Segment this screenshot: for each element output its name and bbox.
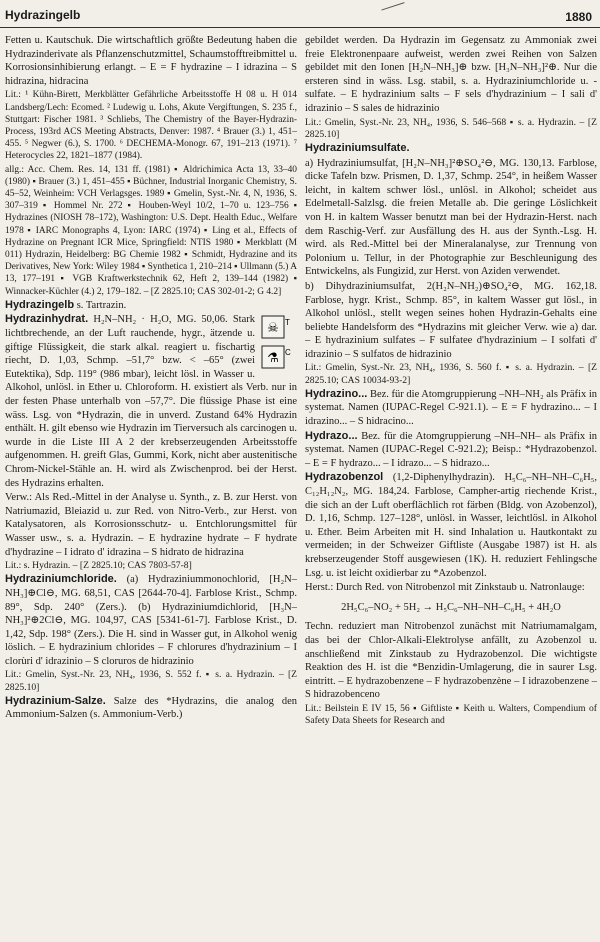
running-head: Hydrazingelb: [5, 8, 81, 22]
entry-headword: Hydraziniumchloride.: [5, 573, 117, 586]
page-number: 1880: [565, 10, 592, 24]
entry-headword: Hydrazo...: [305, 429, 358, 442]
body-paragraph: [305, 157, 597, 279]
svg-text:☠: ☠: [267, 321, 279, 337]
entry-text: Herst.: Durch Red. von Nitrobenzol mit Zinkstaub u. Natronlauge:: [305, 582, 585, 594]
literature-note: [5, 669, 297, 693]
entry-headword: Hydraziniumsulfate.: [305, 141, 410, 154]
entry-text: s. Tartrazin.: [74, 299, 127, 311]
entry-text: allg.: Acc. Chem. Res. 14, 131 ff. (1981) ▪ Aldrichimica Acta 13, 33–40 (1980) ▪ Brauer (3.) 1, 451–455 ▪ Büchner, Industrial Inorganic Chemistry, S. 45–52, Weinheim: VCH Verlagsges. 1989 ▪ Gmelin, Syst.-Nr. 4, N, 1936, S. 307–319 ▪ Hommel Nr. 272 ▪ Houben-Weyl 10/2, 1–70 u. 123–756 ▪ Hydrazines (NIOSH 78–172), Washington: U.S. Dept. Health Educ., Welfare 1978 ▪ IARC Monographs 4, Lyon: IARC (1974) ▪ Ling et al., Effects of Hydrazine on Pregnant ICR Mice, Springfield: NTIS 1980 ▪ Merkblatt (M 011) Hydrazin, Heidelberg: BG Chemie 1982 ▪ Schmidt, Hydrazine and its Derivatives, New York: Wiley 1984 ▪ Synthetica 1, 210–214 ▪ Ullmann (5.) A 13, 177–191 ▪ VGB Kraftwerkstechnik 62, Heft 2, 139–144 (1982) ▪ Winnacker-Küchler (4.) 2, 179–182. – [Z 2825.10; CAS 302-01-2; G 4.2]: [5, 164, 297, 297]
svg-text:⚗: ⚗: [267, 351, 279, 367]
dictionary-entry: [305, 430, 597, 471]
dictionary-entry: [5, 695, 297, 722]
entry-text: Lit.: Gmelin, Syst.-Nr. 23, NH₄, 1936, S. 546–568 ▪ s. a. Hydrazin. – [Z 2825.10]: [305, 116, 597, 140]
literature-note: [305, 703, 597, 727]
entry-text: a) Hydraziniumsulfat, [H₂N–NH₃]²⊕SO₄²⊖, MG. 130,13. Farblose, dicke Tafeln bzw. Prismen, D. 1,37, Schmp. 254°, in heißem Wasser leicht, in kaltem schwer lösl., unlösl. in Alkohol; scheidet aus Edelmetall-Salzlsg. die freien Metalle ab. Die geringe Löslichkeit von H. in kaltem Wasser benutzt man bei der Hydrazin-Herst. nach dem Raschig-Verf. zur Ausfällung des H. aus der Synth.-Lsg. H. wird. als Red.-Mittel bei der Mineralanalyse, zur Trennung von Polonium u. Tellur, in der Photographie zur Beschleunigung des Entwickelns, als Fungizid, zur Herst. von Aziden verwendet.: [305, 157, 597, 278]
corrosive-hazard-icon: [261, 345, 291, 375]
entry-text: Lit.: Gmelin, Syst.-Nr. 23, NH₄, 1936, S. 560 f. ▪ s. a. Hydrazin. – [Z 2825.10; CAS 10034-93-2]: [305, 362, 597, 386]
dictionary-entry: [305, 471, 597, 580]
entry-text: b) Dihydraziniumsulfat, 2(H₂N–NH₂)⊕SO₄²⊖, MG. 162,18. Farblose, hygr. Krist., Schmp. 85°, in kaltem Wasser gut lösl., in Alkohol unlösl., stellt wegen seines hohen Hydrazin-Gehalts eine beliebte Handelsform des *Hydrazins mit gleicher Verw. wie a) dar. – E hydrazinium sulfates – F sulfatee d'hydrazinium – I solfati d' idrazinio – S sulfatos de hidrazinio: [305, 280, 597, 360]
toxic-hazard-letter: T: [285, 318, 290, 328]
dictionary-entry: [5, 313, 297, 490]
entry-text: H₂N–NH₂ · H₂O, MG. 50,06. Stark lichtbrechende, an der Luft rauchende, hygr., ätzende u. giftige Flüssigkeit, die stark alkal. reagiert u. fischartig riecht, D. 1,03, Schmp. –51,7° bzw. < –65° (zwei Eutektika), Sdp. 119° (986 mbar), leicht lösl. in Wasser u. Alkohol, unlösl. in Ether u. Chloroform. H. existiert als Verb. nur in der festen Phase unterhalb von –57,7°. Die flüssige Phase ist eine wäss. Lsg. von *Hydrazin, die in unverd. Zustand 64% Hydrazin enthält. H. gilt ebenso wie Hydrazin im Tierversuch als carcinogen u. wurde in die Liste III A 2 der krebserzeugenden Arbeitsstoffe aufgenommen. H. greift Glas, Gummi, Kork, nicht aber austenitische Chrom-Nickel-Stähle an. H. wird als Zwischenprod. bei der Herst. des Hydrazins erhalten.: [5, 314, 297, 489]
page-header: [0, 0, 600, 28]
body-paragraph: [305, 280, 597, 362]
corrosive-hazard-letter: C: [285, 348, 291, 358]
reaction-equation: [305, 601, 597, 615]
entry-text: Verw.: Als Red.-Mittel in der Analyse u. Synth., z. B. zur Herst. von Natriumazid, Bleiazid u. zur Red. von Nitro-Verb., zur Herst. von Katalysatoren, als Korrosionsschutz- u. Entchlorungsmittel für Wasser usw., s. a. Hydrazin. – E hydrazine hydrate – F hydrate d'hydrazine – I idrato d' idrazina – S hidrato de hidrazina: [5, 492, 297, 558]
reference-list: [5, 89, 297, 162]
literature-note: [305, 117, 597, 141]
entry-text: Lit.: Gmelin, Syst.-Nr. 23, NH₄, 1936, S. 552 f. ▪ s. a. Hydrazin. – [Z 2825.10]: [5, 669, 297, 693]
body-paragraph: [305, 581, 597, 595]
literature-note: [305, 362, 597, 386]
entry-text: 2H₅C₆–NO₂ + 5H₂ → H₅C₆–NH–NH–C₆H₅ + 4H₂O: [341, 601, 561, 613]
left-column: [5, 34, 297, 938]
dictionary-entry: [305, 388, 597, 429]
dictionary-entry: [305, 142, 597, 156]
toxic-hazard-icon: [261, 315, 291, 345]
entry-headword: Hydrazinhydrat.: [5, 313, 89, 326]
entry-headword: Hydrazino...: [305, 387, 368, 400]
entry-headword: Hydrazobenzol: [305, 471, 384, 484]
entry-headword: Hydrazingelb: [5, 298, 75, 311]
entry-text: Salze des *Hydrazins, die analog den Ammonium-Salzen (s. Ammonium-Verb.): [5, 695, 297, 721]
entry-text: (a) Hydraziniummonochlorid, [H₂N–NH₃]⊕Cl⊖, MG. 68,51, CAS [2644-70-4]. Farblose Krist., Schmp. 89°, Sdp. 240° (Zers.). (b) Hydraziniumdichlorid, [H₃N–NH₃]²⊕2Cl⊖, MG. 104,97, CAS [5341-61-7]. Farblose Krist., D. 1,42, Sdp. 198° (Zers.). Die H. sind in Wasser gut, in Alkohol wenig löslich. – E hydrazinium chlorides – F chlorures d'hydrazinium – I clorùri d' idrazinio – S cloruros de hidrazinio: [5, 574, 297, 667]
body-paragraph: [305, 620, 597, 702]
header-rule: [0, 27, 600, 28]
dictionary-entry: [5, 573, 297, 668]
entry-text: (1,2-Diphenylhydrazin). H₅C₆–NH–NH–C₆H₅, C₁₂H₁₂N₂, MG. 184,24. Farblose, Campher-artig riechende Krist., die sich an der Luft oberflächlich rot färben (Bldg. von Azobenzol), D. 1,16, Schmp. 127–128°, unlösl. in Wasser, leichtlösl. in Alkohol u. Ether. Beim Arbeiten mit H. sind Inhalation u. Hautkontakt zu vermeiden; in der Schweizer Giftliste (Ausgabe 1987) ist H. als krebserzeugender Stoff ausgewiesen (1K). H. reduziert Fehlingsche Lsg. u. ist leicht oxidierbar zu *Azobenzol.: [305, 472, 597, 579]
entry-text: gebildet werden. Da Hydrazin im Gegensatz zu Ammoniak zwei freie Elektronenpaare aufweist, werden zwei Reihen von Salzen gebildet mit den Ionen [H₂N–NH₃]⊕ bzw. [H₃N–NH₃]²⊕. Nur die ersteren sind in wäss. Lsg. stabil, s. a. Hydraziniumchloride u. -sulfate. – E hydrazinium salts – F sels d'hydrazinium – I sali d' idrazinio – S sales de hidrazinio: [305, 35, 597, 114]
body-paragraph: [305, 34, 597, 116]
body-paragraph: [5, 34, 297, 88]
right-column: [305, 34, 597, 938]
entry-text: Bez. für die Atomgruppierung –NH–NH– als Präfix in systemat. Namen (IUPAC-Regel C-921.2); Beisp.: *Hydrazobenzol. – E = F hydrazo... – I idrazo... – S hidrazo...: [305, 430, 597, 469]
entry-text: Fetten u. Kautschuk. Die wirtschaftlich größte Bedeutung haben die Hydrazinderivate als Pflanzenschutzmittel, Schaumstofftreibmittel u. Korrosionsinhibierung erlangt. – E = F hydrazine – I idrazina – S hidrazina, hidracina: [5, 35, 297, 87]
entry-text: Lit.: s. Hydrazin. – [Z 2825.10; CAS 7803-57-8]: [5, 560, 192, 572]
entry-headword: Hydrazinium-Salze.: [5, 694, 106, 707]
hazard-symbols: [261, 315, 297, 375]
reference-list: [5, 164, 297, 298]
pencil-mark: [380, 0, 405, 11]
entry-text: Lit.: ¹ Kühn-Birett, Merkblätter Gefährliche Arbeitsstoffe H 08 u. H 014 Landsberg/Lech: Ecomed. ² Ludewig u. Lohs, Akute Vergiftungen, S. 235 f., Stuttgart: Fischer 1981. ³ Schliebs, The Chemistry of the Bayer-Hydrazin-Process, 193rd ACS Meeting Abstracts, Denver: 1987. ⁴ Brauer (3.) 1, 451–455. ⁵ Negwer (6.), S. 1700. ⁶ DECHEMA-Monogr. 67, 191–213 (1971). ⁷ Heterocycles 22, 1821–1877 (1984).: [5, 90, 297, 162]
literature-note: [5, 560, 297, 572]
entry-text: Bez. für die Atomgruppierung –NH–NH₂ als Präfix in systemat. Namen (IUPAC-Regel C-921.1). – E = F hydrazino... – I idrazino... – S hidracino...: [305, 388, 597, 428]
body-paragraph: [5, 491, 297, 559]
entry-text: Techn. reduziert man Nitrobenzol zunächst mit Natriumamalgam, das bei der Chlor-Alkali-Elektrolyse anfällt, zu Azobenzol u. anschließend mit Zinkstaub zu Hydrazobenzol. Die wichtigste Reaktion des H. ist die *Benzidin-Umlagerung, die in saurer Lsg. eintritt. – E hydrazobenzene – F hydrazobenzène – I idrazobenzene – S hidrazobenceno: [305, 621, 597, 701]
entry-text: Lit.: Beilstein E IV 15, 56 ▪ Giftliste ▪ Keith u. Walters, Compendium of Safety Data Sheets for Research and: [305, 702, 597, 727]
dictionary-entry: [5, 299, 297, 313]
